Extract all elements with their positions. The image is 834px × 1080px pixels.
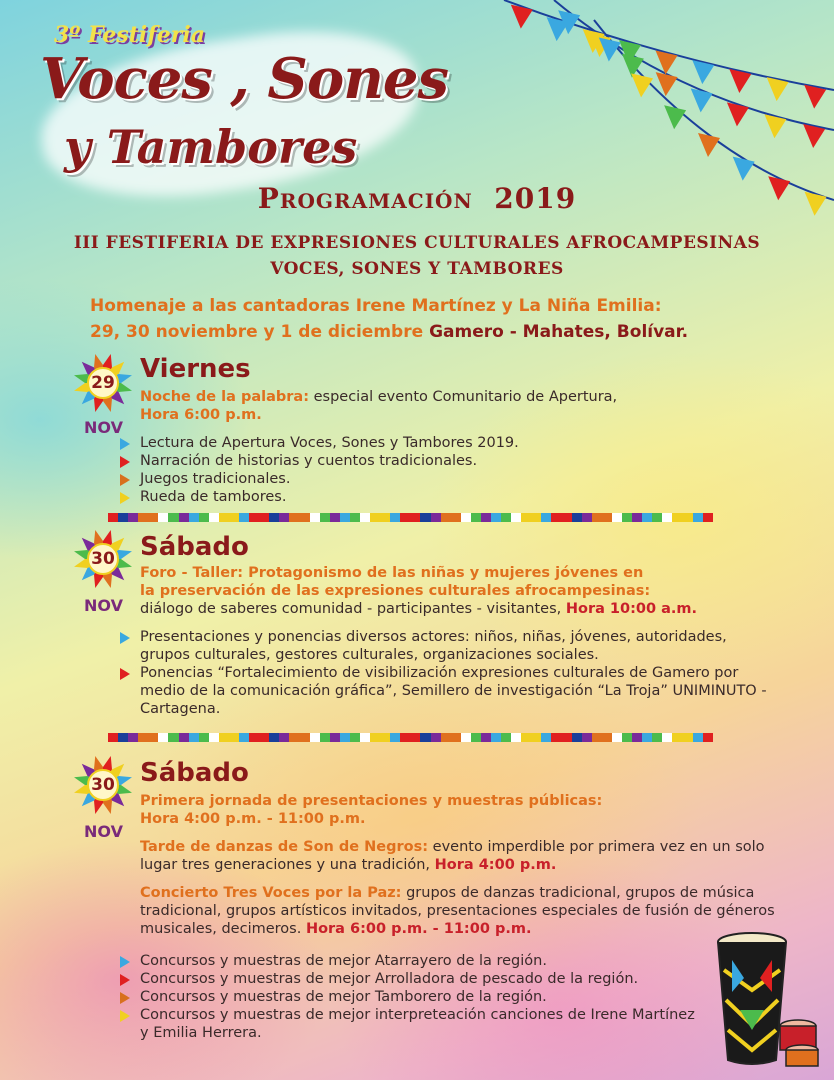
day-name: Sábado — [140, 758, 249, 788]
list-item — [140, 434, 780, 452]
subtitle-line-2: VOCES, SONES Y TAMBORES — [270, 259, 564, 279]
event-3-title: Concierto Tres Voces por la Paz: — [140, 885, 402, 901]
date-number: 30 — [91, 549, 115, 569]
event-3-hour: Hora 6:00 p.m. - 11:00 p.m. — [305, 921, 532, 937]
list-item-text: Concursos y muestras de mejor Tamborero de la región. — [140, 989, 547, 1005]
triangle-bullet-icon — [120, 438, 130, 450]
program-year: 2019 — [494, 182, 577, 215]
event-3-description: grupos de danzas tradicional, grupos de música tradicional, grupos artísticos invitados, presentaciones especiales de fusión de géneros musicales, decimeros. — [140, 885, 775, 937]
event-1-title: Primera jornada de presentaciones y muestras públicas: — [140, 793, 603, 809]
list-item-text: Concursos y muestras de mejor Arrolladora de pescado de la región. — [140, 971, 639, 987]
list-item-text: Ponencias “Fortalecimiento de visibilización expresiones culturales de Gamero por medio de la comunicación gráfica”, Semillero de investigación “La Troja” UNIMINUTO - Cartagena. — [140, 665, 767, 717]
event-title: Noche de la palabra: — [140, 389, 309, 405]
triangle-bullet-icon — [120, 632, 130, 644]
event-2-description: evento imperdible por primera vez en un solo lugar tres generaciones y una tradición, — [140, 839, 765, 873]
bullet-list — [140, 628, 780, 718]
event-subtitle — [0, 230, 834, 282]
logo-line-1: Voces , Sones — [40, 46, 449, 112]
event-description: especial evento Comunitario de Apertura, — [309, 389, 618, 405]
homage-line: Homenaje a las cantadoras Irene Martínez y La Niña Emilia: — [90, 296, 662, 316]
homage-block — [90, 293, 810, 345]
event-description: diálogo de saberes comunidad - participantes - visitantes, — [140, 601, 566, 617]
triangle-bullet-icon — [120, 974, 130, 986]
date-number: 30 — [91, 775, 115, 795]
triangle-bullet-icon — [120, 474, 130, 486]
date-badge — [72, 754, 134, 816]
bullet-list — [140, 434, 780, 506]
list-item — [140, 470, 780, 488]
date-badge — [72, 528, 134, 590]
triangle-bullet-icon — [120, 668, 130, 680]
list-item-text: Juegos tradicionales. — [140, 471, 291, 487]
list-item — [140, 628, 780, 664]
program-title — [0, 182, 834, 215]
list-item — [140, 452, 780, 470]
event-location: Gamero - Mahates, Bolívar. — [429, 322, 689, 342]
color-stripe-divider — [108, 733, 713, 742]
bullet-list — [140, 952, 700, 1042]
program-word: Programación — [257, 182, 473, 215]
event-1-hour: Hora 4:00 p.m. - 11:00 p.m. — [140, 811, 366, 827]
month-label: NOV — [84, 822, 123, 841]
list-item-text: Narración de historias y cuentos tradicionales. — [140, 453, 478, 469]
list-item — [140, 952, 700, 970]
drum-illustration — [710, 930, 820, 1070]
triangle-bullet-icon — [120, 956, 130, 968]
list-item — [140, 970, 700, 988]
list-item — [140, 488, 780, 506]
date-number: 29 — [91, 373, 115, 393]
day-name: Viernes — [140, 354, 251, 384]
section-content — [140, 388, 780, 506]
festival-logo — [40, 18, 449, 198]
month-label: NOV — [84, 596, 123, 615]
list-item — [140, 988, 700, 1006]
month-label: NOV — [84, 418, 123, 437]
subtitle-line-1: III FESTIFERIA DE EXPRESIONES CULTURALES AFROCAMPESINAS — [73, 233, 761, 253]
list-item — [140, 1006, 700, 1042]
color-stripe-divider — [108, 513, 713, 522]
triangle-bullet-icon — [120, 492, 130, 504]
triangle-bullet-icon — [120, 992, 130, 1004]
event-2-title: Tarde de danzas de Son de Negros: — [140, 839, 429, 855]
triangle-bullet-icon — [120, 456, 130, 468]
event-dates: 29, 30 noviembre y 1 de diciembre — [90, 322, 424, 342]
logo-edition: 3º Festiferia — [54, 22, 205, 48]
event-hour: Hora 10:00 a.m. — [565, 601, 698, 617]
list-item-text: Presentaciones y ponencias diversos actores: niños, niñas, jóvenes, autoridades, grupos culturales, gestores culturales, organizaciones sociales. — [140, 629, 727, 663]
event-title-line-2: la preservación de las expresiones culturales afrocampesinas: — [140, 583, 651, 599]
section-content — [140, 564, 780, 718]
section-content — [140, 792, 780, 1042]
logo-line-2: y Tambores — [64, 120, 358, 174]
list-item-text: Concursos y muestras de mejor Atarrayero de la región. — [140, 953, 547, 969]
triangle-bullet-icon — [120, 1010, 130, 1022]
list-item — [140, 664, 780, 718]
event-hour: Hora 6:00 p.m. — [140, 407, 262, 423]
list-item-text: Lectura de Apertura Voces, Sones y Tambores 2019. — [140, 435, 519, 451]
event-2-hour: Hora 4:00 p.m. — [434, 857, 557, 873]
list-item-text: Concursos y muestras de mejor interpreteación canciones de Irene Martínez y Emilia Herrera. — [140, 1007, 695, 1041]
date-badge — [72, 352, 134, 414]
list-item-text: Rueda de tambores. — [140, 489, 287, 505]
day-name: Sábado — [140, 532, 249, 562]
event-title-line-1: Foro - Taller: Protagonismo de las niñas y mujeres jóvenes en — [140, 565, 644, 581]
